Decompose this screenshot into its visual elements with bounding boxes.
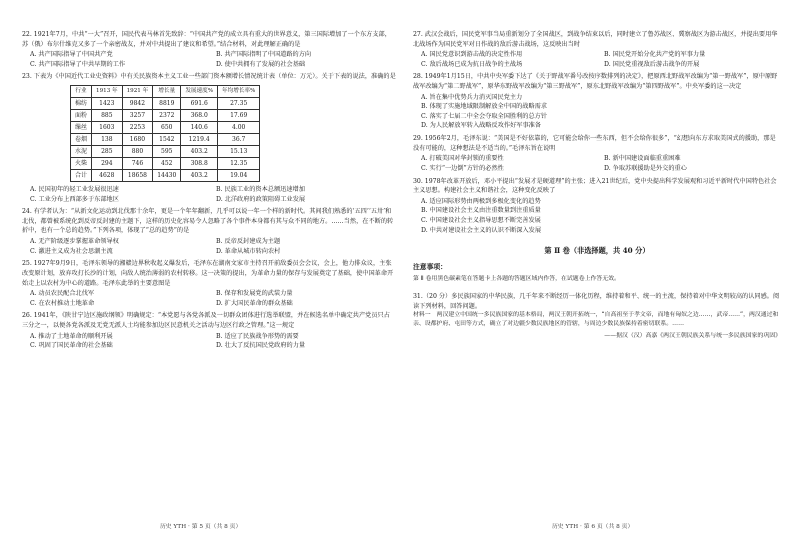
question-29 [413, 134, 781, 173]
material-source: ——据汉（汉）高嘉《两汉王朝民族关系与统一多民族国家的巩固》 [604, 332, 781, 339]
option-d[interactable]: D. 为人民解放军转入战略反攻作好军事准备 [421, 122, 542, 130]
table-cell: 12.35 [218, 158, 260, 170]
table-cell: 308.8 [181, 158, 218, 170]
question-31-stem: 31.（20 分）多民族国家的中华民族，几千年来不断经历一体化历程，维持着和平、统一的主流，保持着对中华文明较高的认同感。阅读下列材料，回答问题。 [413, 293, 780, 310]
table-cell: 棉纺 [71, 98, 92, 110]
notice-heading: 注意事项： [413, 263, 447, 272]
question-24-options [30, 237, 396, 256]
table-cell: 水泥 [71, 146, 92, 158]
table-row [71, 110, 260, 122]
question-24-stem: 24. 有学者认为：“从新文化运动到北伐那十余年，更是一个年年翻新，几乎可以说一年一个样的新时代。其间我们熟悉的‘五四’‘五卅’和北伐，都曾被系统化到反帝反封建的主题下，这样的历史化容易令人忽略了各个事件本身都有其与众不同的地方。……当然，在不断的转折中，也有一个总的趋势。”下列各项，体现了“总的趋势”的是 [22, 208, 394, 235]
option-c[interactable]: C. 敌后战场已成为抗日战争的主战场 [421, 60, 523, 68]
option-d[interactable]: D. 革命从城市转向农村 [216, 247, 281, 255]
question-30 [413, 177, 781, 236]
option-b[interactable]: B. 保存和发展党的武装力量 [216, 290, 293, 298]
table-cell: 746 [122, 158, 153, 170]
page-footer-right: 历史 YTH · 第 6 页（共 8 页） [552, 524, 634, 530]
table-cell: 36.7 [218, 134, 260, 146]
table-cell: 8819 [153, 98, 181, 110]
table-header-cell: 1921 年 [122, 86, 153, 98]
table-row [71, 146, 260, 158]
option-c[interactable]: C. 落实了七届二中全会夺取全国胜利的总方针 [421, 112, 548, 120]
option-d[interactable]: D. 中共对建设社会主义的认识不断深入发展 [421, 226, 542, 234]
table-cell: 1542 [153, 134, 181, 146]
question-25-options [30, 289, 396, 308]
question-27-stem: 27. 武汉会战后，国民党军事当局重新划分了全国战区，到战争结束以后，同时建立了鲁苏战区、冀察战区为游击战区，并提出要用华北战场作为国民党军对日作战的敌后游击战场，这反映出当时 [413, 31, 778, 48]
table-cell: 403.2 [181, 146, 218, 158]
table-cell: 1423 [92, 98, 123, 110]
table-cell: 650 [153, 122, 181, 134]
industry-capital-table [70, 85, 260, 182]
option-d[interactable]: D. 北洋政府的政策阻碍工业发展 [216, 195, 306, 203]
option-c[interactable]: C. 在农村推动土地革命 [30, 299, 95, 307]
table-cell: 4.00 [218, 122, 260, 134]
table-cell: 卷烟 [71, 134, 92, 146]
option-d[interactable]: D. 壮大了反抗国民党政府的力量 [216, 342, 306, 350]
table-body [71, 98, 260, 182]
question-26-options [30, 332, 396, 351]
table-header-cell: 行业 [71, 86, 92, 98]
table-row [71, 134, 260, 146]
question-27-options [421, 50, 781, 69]
table-header-row [71, 86, 260, 98]
question-28 [413, 72, 781, 131]
option-a[interactable]: A. 国民党意识到游击战的决定性作用 [421, 51, 523, 59]
table-cell: 595 [153, 146, 181, 158]
table-row [71, 122, 260, 134]
question-22-options [30, 50, 396, 69]
question-22-stem: 22. 1921年7月，中共“一大”召开，国民代表马林首先致辞：“中国共产党的成立具有重大的世界意义，第三国际增加了一个东方支部，苏（俄）布尔什维克又多了一个亲密战友，并对中共提出了建议和希望。”结合材料，对此理解正确的是 [22, 31, 391, 48]
table-cell: 面粉 [71, 110, 92, 122]
option-c[interactable]: C. 共产国际指导了中共早期的工作 [30, 60, 126, 68]
option-b[interactable]: B. 国民党开始分化共产党的军事力量 [604, 51, 706, 59]
option-a[interactable]: A. 民国初年的轻工业发展很迅速 [30, 186, 119, 194]
table-cell: 138 [92, 134, 123, 146]
option-b[interactable]: B. 中国建设社会主义由注重数量到注重质量 [421, 207, 541, 215]
table-cell: 2372 [153, 110, 181, 122]
page-footer-left: 历史 YTH · 第 5 页（共 8 页） [160, 524, 242, 530]
table-cell: 缫丝 [71, 122, 92, 134]
question-23-stem: 23. 下表为《中国近代工业史资料》中有关民族资本主义工业一些部门资本额增长情况统计表（单位：万元）。关于下表的说法，准确的是 [22, 73, 396, 81]
table-cell: 285 [92, 146, 123, 158]
option-b[interactable]: B. 反帝反封建成为主题 [216, 238, 281, 246]
table-cell: 合计 [71, 170, 92, 182]
table-cell: 17.69 [218, 110, 260, 122]
option-a[interactable]: A. 打破美国对华封锁的重要性 [421, 155, 504, 163]
question-23 [22, 72, 396, 204]
material-one: 材料一 两汉建立中国统一多民族国家的基本格局，两汉王朝开拓统一，“自高祖至于孝文帝，而地有匈奴之边……，武帝……”，两汉通过和亲、设都护府、屯田等方式，确立了对边疆少数民族地区的管辖，与周边少数民族保持着密切联系。…… [413, 312, 779, 328]
table-header-cell: 1913 年 [92, 86, 123, 98]
option-d[interactable]: D. 使中共拥有了发展的社会基础 [216, 60, 306, 68]
option-b[interactable]: B. 共产国际指明了中国道路的方向 [216, 51, 312, 59]
table-cell: 3257 [122, 110, 153, 122]
table-cell: 368.0 [181, 110, 218, 122]
option-d[interactable]: D. 国民党重视敌后游击战争的开展 [604, 60, 700, 68]
table-row [71, 98, 260, 110]
table-cell: 1680 [122, 134, 153, 146]
option-c[interactable]: C. 工业分布上西部多于东部地区 [30, 195, 119, 203]
option-c[interactable]: C. 巩固了国民革命的社会基础 [30, 342, 113, 350]
question-31 [413, 292, 781, 341]
table-cell: 452 [153, 158, 181, 170]
table-cell: 403.2 [181, 170, 218, 182]
question-24 [22, 207, 396, 256]
table-header-cell: 年均增长率% [218, 86, 260, 98]
table-cell: 火柴 [71, 158, 92, 170]
option-b[interactable]: B. 体现了实施地域限制解放全中国的战略需求 [421, 103, 548, 111]
option-c[interactable]: C. 中国建设社会主义指导思想不断完善发展 [421, 216, 541, 224]
right-column [413, 30, 781, 344]
option-b[interactable]: B. 民族工业的资本总额迅速增加 [216, 186, 305, 194]
question-28-stem: 28. 1949年1月15日，中共中央军委下达了《关于野战军番号改按序数排列的决定》，把原西北野战军改编为“第一野战军”，原中原野战军改编为“第二野战军”，原华东野战军改编为“第三野战军”，原东北野战军改编为“第四野战军”。中央军委的这一决定 [413, 73, 778, 91]
option-a[interactable]: A. 推动了土地革命的顺利开展 [30, 332, 113, 340]
option-b[interactable]: B. 新中国建设面临重重困难 [604, 155, 681, 163]
question-25-stem: 25. 1927年9月9日，毛泽东领导的湘赣边界秋收起义爆发后，毛泽东在湖南文家市主持召开前敌委员会会议，会上，他力排众议，主张改变原计划，放弃攻打长沙的计划，向敌人统治薄弱的农村转移。这一决策的提出，为革命力量的保存与发展奠定了基础，使中国革命开始走上以农村为中心的道路。毛泽东此举的主要意图是 [22, 260, 394, 287]
table-cell: 885 [92, 110, 123, 122]
part-two-title: 第 Ⅱ 卷（非选择题，共 40 分） [544, 246, 650, 256]
option-a[interactable]: A. 无产阶级逐步掌握革命领导权 [30, 238, 119, 246]
notice-text: 第 Ⅱ 卷用黑色碳素笔在答题卡上各题的答题区域内作答，在试题卷上作答无效。 [413, 275, 620, 282]
table-cell: 14430 [153, 170, 181, 182]
question-27 [413, 30, 781, 69]
question-23-options [30, 185, 396, 204]
table-header-cell: 增长量 [153, 86, 181, 98]
table-row [71, 158, 260, 170]
question-25 [22, 259, 396, 308]
table-cell: 9842 [122, 98, 153, 110]
question-26-stem: 26. 1941年，《陕甘宁边区施政纲领》明确规定：“本党愿与各党各派及一切群众团体进行选举联盟，并在候选名单中确定共产党员只占三分之一，以便各党各派及无党无派人士均能参加边区民意机关之活动与边区行政之管理。”这一规定 [22, 312, 390, 329]
table-cell: 27.35 [218, 98, 260, 110]
table-row [71, 170, 260, 182]
option-b[interactable]: B. 适应了民族战争形势的需要 [216, 332, 299, 340]
option-a[interactable]: A. 适应国际形势由两极到多极化变化的趋势 [421, 197, 541, 205]
table-cell: 140.6 [181, 122, 218, 134]
table-cell: 1603 [92, 122, 123, 134]
question-29-options [421, 154, 781, 173]
table-cell: 4628 [92, 170, 123, 182]
table-cell: 880 [122, 146, 153, 158]
table-cell: 15.13 [218, 146, 260, 158]
table-header-cell: 发展速度% [181, 86, 218, 98]
table-cell: 294 [92, 158, 123, 170]
question-22 [22, 30, 396, 69]
question-30-options [421, 197, 781, 235]
option-a[interactable]: A. 旨在集中优势兵力消灭国民党主力 [421, 93, 523, 101]
question-28-options [421, 93, 781, 131]
option-a[interactable]: A. 共产国际指导了中国共产党 [30, 51, 113, 59]
option-d[interactable]: D. 争取苏联援助是外交的重心 [604, 164, 687, 172]
option-d[interactable]: D. 扩大国民革命的群众基础 [216, 299, 293, 307]
table-cell: 19.04 [218, 170, 260, 182]
question-26 [22, 311, 396, 350]
option-c[interactable]: C. 实行“一边倒”方针的必然性 [421, 164, 504, 172]
table-cell: 691.6 [181, 98, 218, 110]
question-29-stem: 29. 1956年2月，毛泽东说：“美国是不好依靠的，它可能会给你一些东西，但不会给你很多”，“幻想向东方求取美国式的援助，那是没有可能的，这种想法是不适当的。”毛泽东旨在说明 [413, 135, 776, 152]
table-cell: 18658 [122, 170, 153, 182]
table-cell: 1219.4 [181, 134, 218, 146]
left-column [22, 30, 396, 354]
option-c[interactable]: C. 激进主义成为社会思潮主流 [30, 247, 113, 255]
table-cell: 2253 [122, 122, 153, 134]
question-30-stem: 30. 1978年改革开放后，邓小平提出“发展才是硬道理”的主张；进入21世纪后，党中央提出科学发展观和习近平新时代中国特色社会主义思想。构建社会主义和谐社会，这种变化反映了 [413, 177, 777, 195]
option-a[interactable]: A. 动员农民配合北伐军 [30, 290, 95, 298]
